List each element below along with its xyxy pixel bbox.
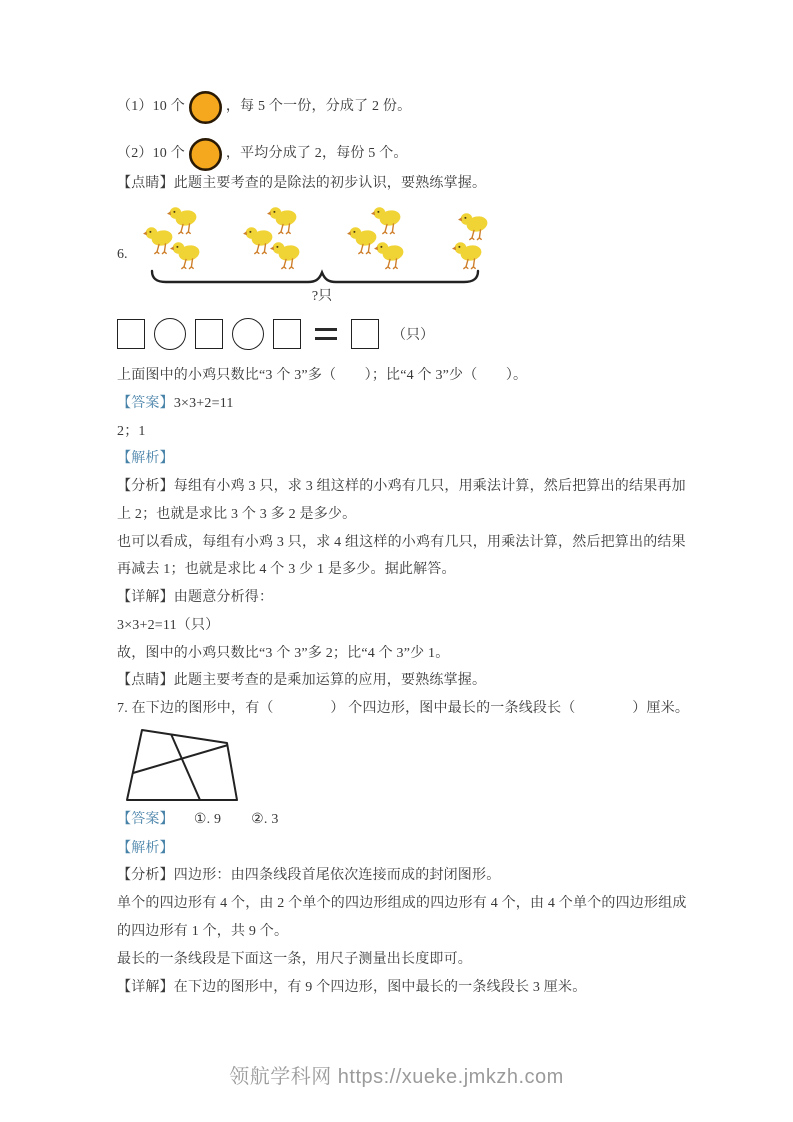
problem5-item1 (117, 88, 411, 126)
problem6-chick-figure (117, 203, 693, 315)
chick-icon (143, 227, 174, 253)
problem7-analysis-label: 【解析】 (117, 841, 174, 856)
problem6-detail-line: 【详解】由题意分析得： (117, 590, 274, 605)
problem6-analysis-line: 也可以看成，每组有小鸡 3 只，求 4 组这样的小鸡有几只，用乘法计算，然后把算出的结果 (117, 535, 686, 550)
problem7-analysis-line: 最长的一条线段是下面这一条，用尺子测量出长度即可。 (117, 952, 472, 967)
equation-unit: （只） (392, 328, 434, 343)
problem5-item2 (117, 135, 408, 173)
chick-icon (371, 207, 402, 233)
problem7-analysis-line: 的四边形有 1 个，共 9 个。 (117, 924, 289, 939)
chick-icon (458, 213, 489, 239)
problem5-item1-prefix: （1）10 个 (117, 99, 185, 114)
problem6-answer2: 2；1 (117, 424, 146, 439)
brace-label: ?只 (311, 289, 333, 304)
chick-icon (267, 207, 298, 233)
square-shape (273, 319, 301, 349)
chick-group (347, 203, 419, 273)
problem6-equation-line: 3×3+2=11（只） (117, 618, 220, 633)
answer-value: 3×3+2=11 (173, 396, 234, 411)
problem6-conclusion-line: 故，图中的小鸡只数比“3 个 3”多 2；比“4 个 3”少 1。 (117, 646, 450, 661)
chick-icon (374, 242, 405, 268)
problem7-detail-line: 【详解】在下边的图形中，有 9 个四边形，图中最长的一条线段长 3 厘米。 (117, 980, 587, 995)
answer-item2: ②. 3 (251, 812, 279, 827)
chick-flock (117, 203, 693, 273)
problem6-note: 【点睛】此题主要考查的是乘加运算的应用，要熟练掌握。 (117, 673, 487, 688)
square-shape (195, 319, 223, 349)
answer-label: 【答案】 (117, 396, 174, 411)
problem7-analysis-line: 单个的四边形有 4 个，由 2 个单个的四边形组成的四边形有 4 个，由 4 个单个的四边形组成 (117, 896, 687, 911)
orange-circle-icon (188, 90, 223, 125)
chick-icon (452, 242, 483, 268)
circle-shape (154, 318, 186, 350)
shape-equation (117, 315, 434, 353)
square-shape (351, 319, 379, 349)
orange-circle-icon (188, 137, 223, 172)
problem7-question: 7. 在下边的图形中，有（ ） 个四边形，图中最长的一条线段长（ ）厘米。 (117, 701, 690, 716)
quadrilateral-figure (126, 724, 246, 806)
problem6-analysis-label: 【解析】 (117, 451, 174, 466)
problem7-analysis-line: 【分析】四边形：由四条线段首尾依次连接而成的封闭图形。 (117, 868, 501, 883)
chick-icon (270, 242, 301, 268)
answer-item1: ①. 9 (193, 812, 222, 827)
problem6-analysis-line: 再减去 1；也就是求比 4 个 3 少 1 是多少。据此解答。 (117, 562, 456, 577)
chick-group (143, 203, 215, 273)
problem5-item2-suffix: ，平均分成了 2，每份 5 个。 (225, 146, 408, 161)
chick-icon (170, 242, 201, 268)
problem7-answer (117, 810, 279, 830)
problem6-analysis-line: 上 2；也就是求比 3 个 3 多 2 是多少。 (117, 507, 357, 522)
chick-icon (347, 227, 378, 253)
problem6-analysis-line: 【分析】每组有小鸡 3 只，求 3 组这样的小鸡有几只，用乘法计算，然后把算出的结果再加 (117, 479, 686, 494)
problem5-note: 【点睛】此题主要考查的是除法的初步认识，要熟练掌握。 (117, 176, 487, 191)
chick-group (450, 207, 522, 277)
answer-label: 【答案】 (117, 812, 174, 827)
square-shape (117, 319, 145, 349)
chick-icon (167, 207, 198, 233)
problem6-number: 6. (117, 247, 128, 262)
circle-shape (232, 318, 264, 350)
problem5-item1-suffix: ，每 5 个一份，分成了 2 份。 (225, 99, 412, 114)
chick-icon (243, 227, 274, 253)
problem5-item2-prefix: （2）10 个 (117, 146, 185, 161)
problem6-question: 上面图中的小鸡只数比“3 个 3”多（ ）；比“4 个 3”少（ ）。 (117, 368, 528, 383)
equals-sign (315, 325, 337, 342)
footer-watermark: 领航学科网 https://xueke.jmkzh.com (229, 1066, 564, 1088)
chick-group (243, 203, 315, 273)
problem6-answer (117, 394, 234, 414)
